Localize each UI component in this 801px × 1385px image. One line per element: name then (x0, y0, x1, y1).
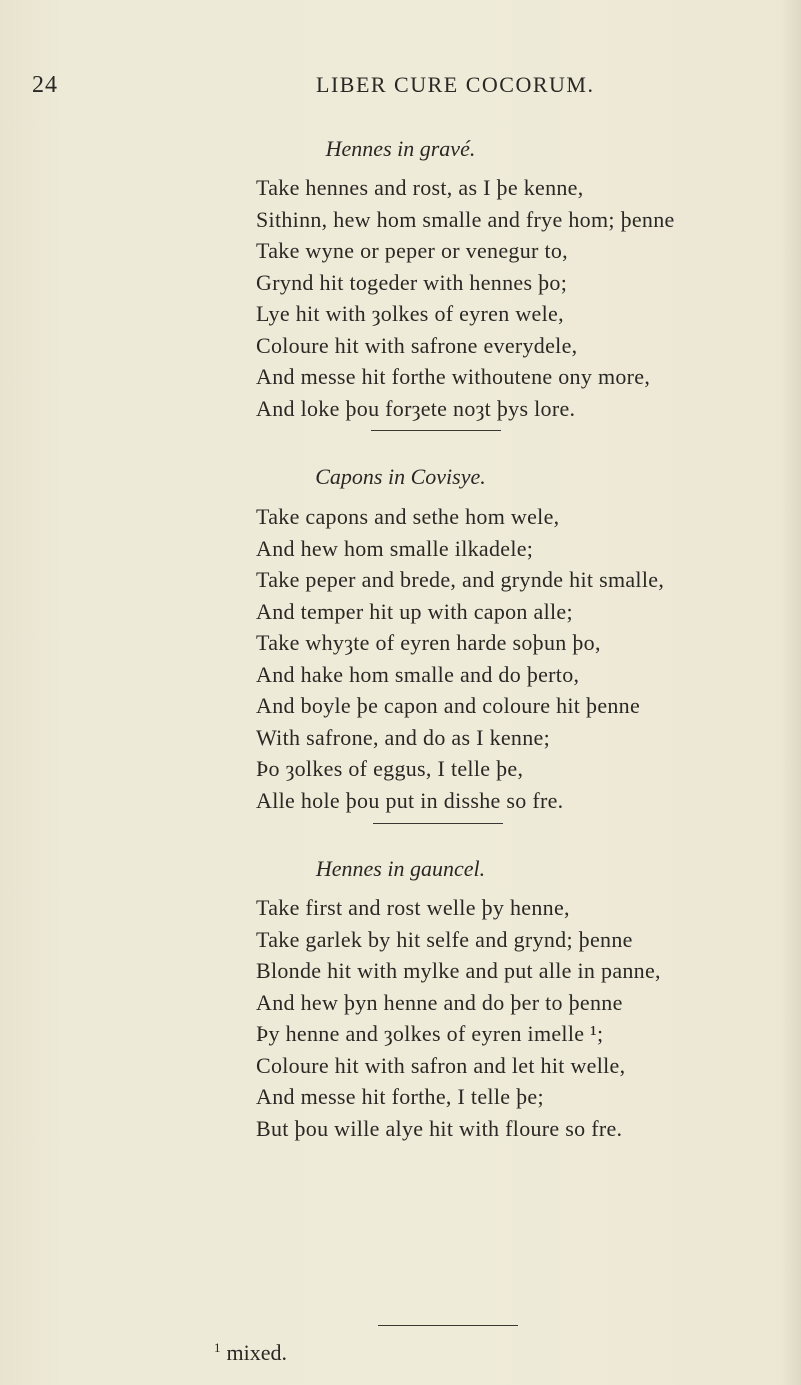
page-number: 24 (32, 72, 58, 98)
verse-line: Take capons and sethe hom wele, (256, 504, 560, 529)
footnote-text: mixed. (226, 1340, 287, 1365)
verse-line: Þy henne and ȝolkes of eyren imelle ¹; (256, 1021, 604, 1046)
running-head: LIBER CURE COCORUM. (316, 72, 595, 97)
verse-line: And hew hom smalle ilkadele; (256, 535, 534, 561)
verse-line: Grynd hit togeder with hennes þo; (256, 269, 568, 295)
verse-line: With safrone, and do as I kenne; (256, 724, 551, 750)
recipe-verse-hennes-in-gauncel (256, 892, 796, 1144)
verse-line: Blonde hit with mylke and put alle in panne, (256, 958, 661, 983)
verse-line: Coloure hit with safron and let hit welle, (256, 1052, 626, 1078)
recipe-verse-capons-in-covisye (256, 501, 796, 816)
footnote-mark: 1 (214, 1340, 221, 1355)
verse-line: Sithinn, hew hom smalle and frye hom; þenne (256, 206, 675, 232)
footnote (214, 1340, 287, 1366)
verse-line: Coloure hit with safrone everydele, (256, 332, 578, 358)
verse-line: And messe hit forthe withoutene ony more, (256, 364, 651, 389)
verse-line: Þo ȝolkes of eggus, I telle þe, (256, 756, 524, 781)
verse-line: Lye hit with ȝolkes of eyren wele, (256, 301, 564, 326)
verse-line: Take peper and brede, and grynde hit smalle, (256, 567, 665, 592)
recipe-title-hennes-in-grave: Hennes in gravé. (325, 136, 476, 161)
verse-line: Take hennes and rost, as I þe kenne, (256, 175, 584, 200)
verse-line: And messe hit forthe, I telle þe; (256, 1084, 544, 1109)
verse-line: Take wyne or peper or venegur to, (256, 238, 568, 263)
verse-line: And temper hit up with capon alle; (256, 598, 573, 624)
verse-line: And loke þou forȝete noȝt þys lore. (256, 395, 576, 421)
recipe-title-capons-in-covisye: Capons in Covisye. (315, 464, 486, 489)
verse-line: But þou wille alye hit with floure so fre. (256, 1115, 623, 1141)
verse-line: And boyle þe capon and coloure hit þenne (256, 693, 641, 718)
verse-line: And hew þyn henne and do þer to þenne (256, 989, 623, 1015)
verse-line: Take garlek by hit selfe and grynd; þenne (256, 926, 633, 952)
section-divider (371, 430, 501, 431)
recipe-title-hennes-in-gauncel: Hennes in gauncel. (315, 856, 486, 881)
verse-line: Take first and rost welle þy henne, (256, 895, 570, 920)
recipe-verse-hennes-in-grave (256, 172, 796, 424)
verse-line: And hake hom smalle and do þerto, (256, 661, 580, 687)
footnote-divider (378, 1325, 518, 1326)
verse-line: Take whyȝte of eyren harde soþun þo, (256, 630, 601, 655)
section-divider (373, 823, 503, 824)
page-edge-shade (781, 0, 801, 1385)
verse-line: Alle hole þou put in disshe so fre. (256, 787, 564, 813)
